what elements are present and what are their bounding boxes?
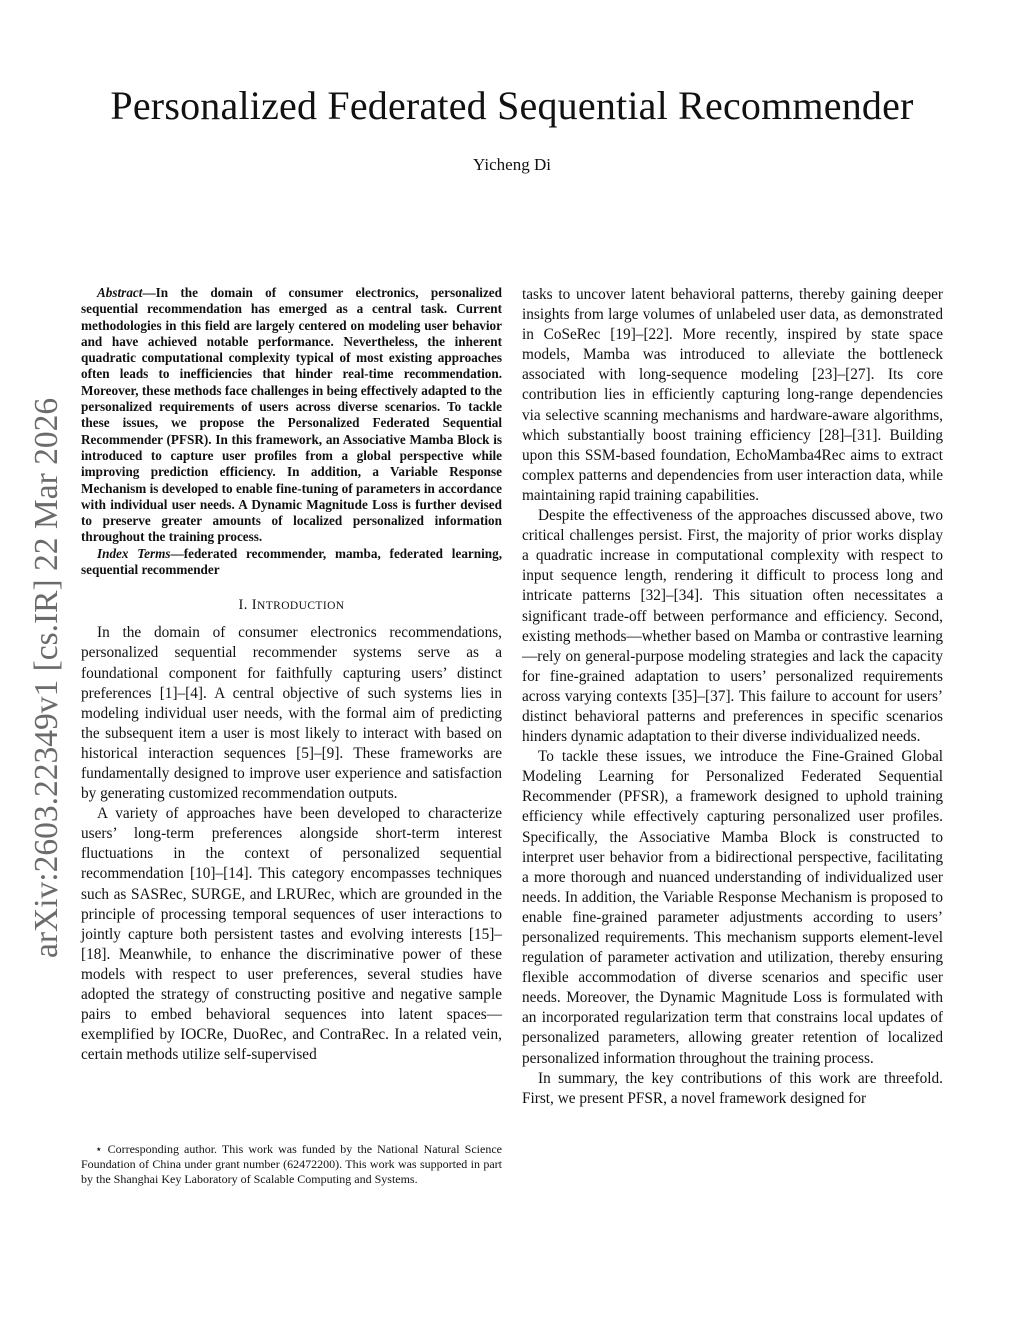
author-name: Yicheng Di	[473, 155, 551, 174]
left-column	[81, 285, 502, 1065]
arxiv-identifier: arXiv:2603.22349v1 [cs.IR] 22 Mar 2026	[28, 397, 65, 958]
intro-paragraph-1: In the domain of consumer electronics recommendations, personalized sequential recommender systems serve as a foundational component for faithfully capturing users’ distinct preferences [1]–[4]. A central objective of such systems lies in modeling individual user needs, with the formal aim of predicting the subsequent item a user is most likely to interact with based on historical interaction sequences [5]–[9]. These frameworks are fundamentally designed to improve user experience and satisfaction by generating customized recommendation outputs.	[81, 624, 502, 803]
section-number: I.	[238, 597, 252, 614]
right-column	[522, 285, 943, 1109]
index-terms-label: Index Terms	[97, 545, 171, 561]
abstract-text: —In the domain of consumer electronics, personalized sequential recommendation has emerged as a central task. Current methodologies in this field are largely centered on modeling user behavior and have achieved notable performance. Nevertheless, the inherent quadratic computational complexity typical of most existing approaches often leads to inefficiencies that hinder real-time recommendation. Moreover, these methods face challenges in being effectively adapted to the personalized requirements of users across diverse scenarios. To tackle these issues, we propose the Personalized Federated Sequential Recommender (PFSR). In this framework, an Associative Mamba Block is introduced to capture user profiles from a global perspective while improving prediction efficiency. In addition, a Variable Response Mechanism is developed to enable fine-tuning of parameters in accordance with individual user needs. A Dynamic Magnitude Loss is further devised to preserve greater amounts of localized personalized information throughout the training process.	[81, 285, 502, 545]
right-paragraph-4: In summary, the key contributions of this work are threefold. First, we present PFSR, a novel framework designed for	[522, 1069, 943, 1107]
section-rest-caps: NTRODUCTION	[257, 600, 345, 613]
index-terms	[81, 546, 502, 579]
right-paragraph-3: To tackle these issues, we introduce the Fine-Grained Global Modeling Learning for Personalized Federated Sequential Recommender (PFSR), a framework designed to uphold training efficiency while effectively capturing personalized user profiles. Specifically, the Associative Mamba Block is constructed to interpret user behavior from a bidirectional perspective, facilitating a more thorough and nuanced understanding of individualized user needs. In addition, the Variable Response Mechanism is proposed to enable fine-grained parameter adjustments according to users’ personalized requirements. This mechanism supports element-level regulation of parameter activation and utilization, thereby ensuring flexible accommodation of diverse scenarios and specific user needs. Moreover, the Dynamic Magnitude Loss is formulated with an incorporated regularization term that constrains local updates of personalized parameters, allowing greater retention of localized personalized information throughout the training process.	[522, 748, 943, 1067]
index-terms-text: —federated recommender, mamba, federated learning, sequential recommender	[81, 545, 502, 578]
right-paragraph-1: tasks to uncover latent behavioral patterns, thereby gaining deeper insights from large volumes of unlabeled user data, as demonstrated in CoSeRec [19]–[22]. More recently, inspired by state space models, Mamba was introduced to alleviate the bottleneck associated with long-sequence modeling [23]–[27]. Its core contribution lies in efficiently capturing long-range dependencies via selective scanning mechanisms and hardware-aware algorithms, which substantially boost training efficiency [28]–[31]. Building upon this SSM-based foundation, EchoMamba4Rec aims to extract complex patterns and dependencies from user interaction data, while maintaining rapid training capabilities.	[522, 286, 943, 504]
abstract	[81, 285, 502, 546]
right-paragraph-2: Despite the effectiveness of the approaches discussed above, two critical challenges persist. First, the majority of prior works display a quadratic increase in computational complexity with respect to input sequence length, rendering it difficult to process long and intricate patterns [32]–[34]. This situation often necessitates a significant trade-off between performance and efficiency. Second, existing methods—whether based on Mamba or contrastive learning—rely on general-purpose modeling strategies and lack the capacity for fine-grained adaptation to users’ personalized requirements across varying contexts [35]–[37]. This failure to account for users’ distinct behavioral patterns and preferences in specific scenarios hinders dynamic adaptation to their diverse individualized needs.	[522, 507, 943, 746]
intro-paragraph-2: A variety of approaches have been developed to characterize users’ long-term preferences alongside short-term interest fluctuations in the context of personalized sequential recommendation [10]–[14]. This category encompasses techniques such as SASRec, SURGE, and LRURec, which are grounded in the principle of processing temporal sequences of user interactions to jointly capture both persistent tastes and evolving interests [15]–[18]. Meanwhile, to enhance the discriminative power of these models with respect to user preferences, several studies have adopted the strategy of constructing positive and negative sample pairs to embed behavioral sequences into latent spaces—exemplified by IOCRe, DuoRec, and ContraRec. In a related vein, certain methods utilize self-supervised	[81, 805, 502, 1064]
paper-title: Personalized Federated Sequential Recommender	[110, 83, 914, 128]
section-heading-introduction	[81, 597, 502, 614]
abstract-label: Abstract	[97, 285, 143, 300]
footnote: ⋆ Corresponding author. This work was funded by the National Natural Science Foundation of China under grant number (62472200). This work was supported in part by the Shanghai Key Laboratory of Scalable Computing and Systems.	[81, 1142, 502, 1187]
section-first-letter: I	[251, 597, 258, 614]
